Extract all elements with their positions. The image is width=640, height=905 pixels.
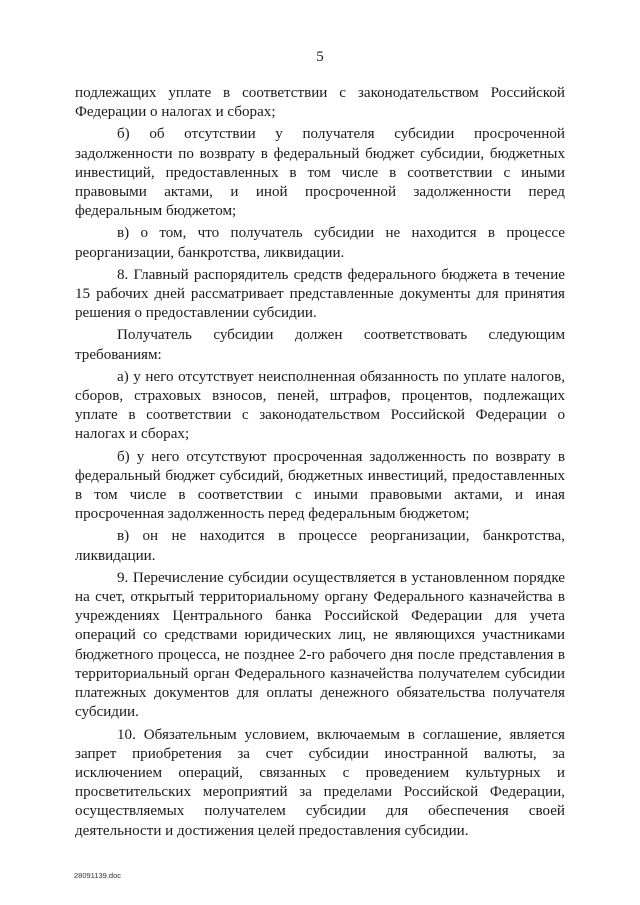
paragraph-requirement-v: в) он не находится в процессе реорганизации, банкротства, ликвидации. xyxy=(75,528,565,564)
paragraph-requirement-a: а) у него отсутствует неисполненная обязанность по уплате налогов, сборов, страховых взносов, пеней, штрафов, процентов, подлежащих уплате в соответствии с законодательством Российской Федерации о налогах и сборах; xyxy=(75,368,565,443)
paragraph-clause-8: 8. Главный распорядитель средств федерального бюджета в течение 15 рабочих дней рассматривает представленные документы для принятия решения о предоставлении субсидии. xyxy=(75,266,565,322)
paragraph-continuation: подлежащих уплате в соответствии с законодательством Российской Федерации о налогах и сборах; xyxy=(75,85,565,121)
page-number: 5 xyxy=(316,49,324,65)
paragraph-clause-10: 10. Обязательным условием, включаемым в соглашение, является запрет приобретения за счет субсидии иностранной валюты, за исключением операций, связанных с проведением культурных и просветительских мероприятий за пределами Российской Федерации, осуществляемых получателем субсидии для обеспечения своей деятельности и достижения целей предоставления субсидии. xyxy=(75,726,565,839)
paragraph-item-b-no-debt: б) об отсутствии у получателя субсидии просроченной задолженности по возврату в федеральный бюджет субсидии, бюджетных инвестиций, предоставленных в том числе в соответствии с иными правовыми актами, и иной просроченной задолженности перед федеральным бюджетом; xyxy=(75,126,565,220)
paragraph-requirements-intro: Получатель субсидии должен соответствовать следующим требованиям: xyxy=(75,327,565,363)
paragraph-requirement-b: б) у него отсутствуют просроченная задолженность по возврату в федеральный бюджет субсидий, бюджетных инвестиций, предоставленных в том числе в соответствии с иными правовыми актами, и иная просроченная задолженность перед федеральным бюджетом; xyxy=(75,448,565,523)
document-body xyxy=(75,84,565,844)
footer-file-name: 28091139.doc xyxy=(74,871,121,880)
paragraph-clause-9: 9. Перечисление субсидии осуществляется в установленном порядке на счет, открытый территориальному органу Федерального казначейства в учреждениях Центрального банка Российской Федерации для учета операций со средствами юридических лиц, не являющихся участниками бюджетного процесса, не позднее 2-го рабочего дня после представления в территориальный орган Федерального казначейства получателем субсидии платежных документов для оплаты денежного обязательства получателя субсидии. xyxy=(75,569,565,721)
paragraph-item-v-no-reorganization: в) о том, что получатель субсидии не находится в процессе реорганизации, банкротства, ликвидации. xyxy=(75,225,565,261)
